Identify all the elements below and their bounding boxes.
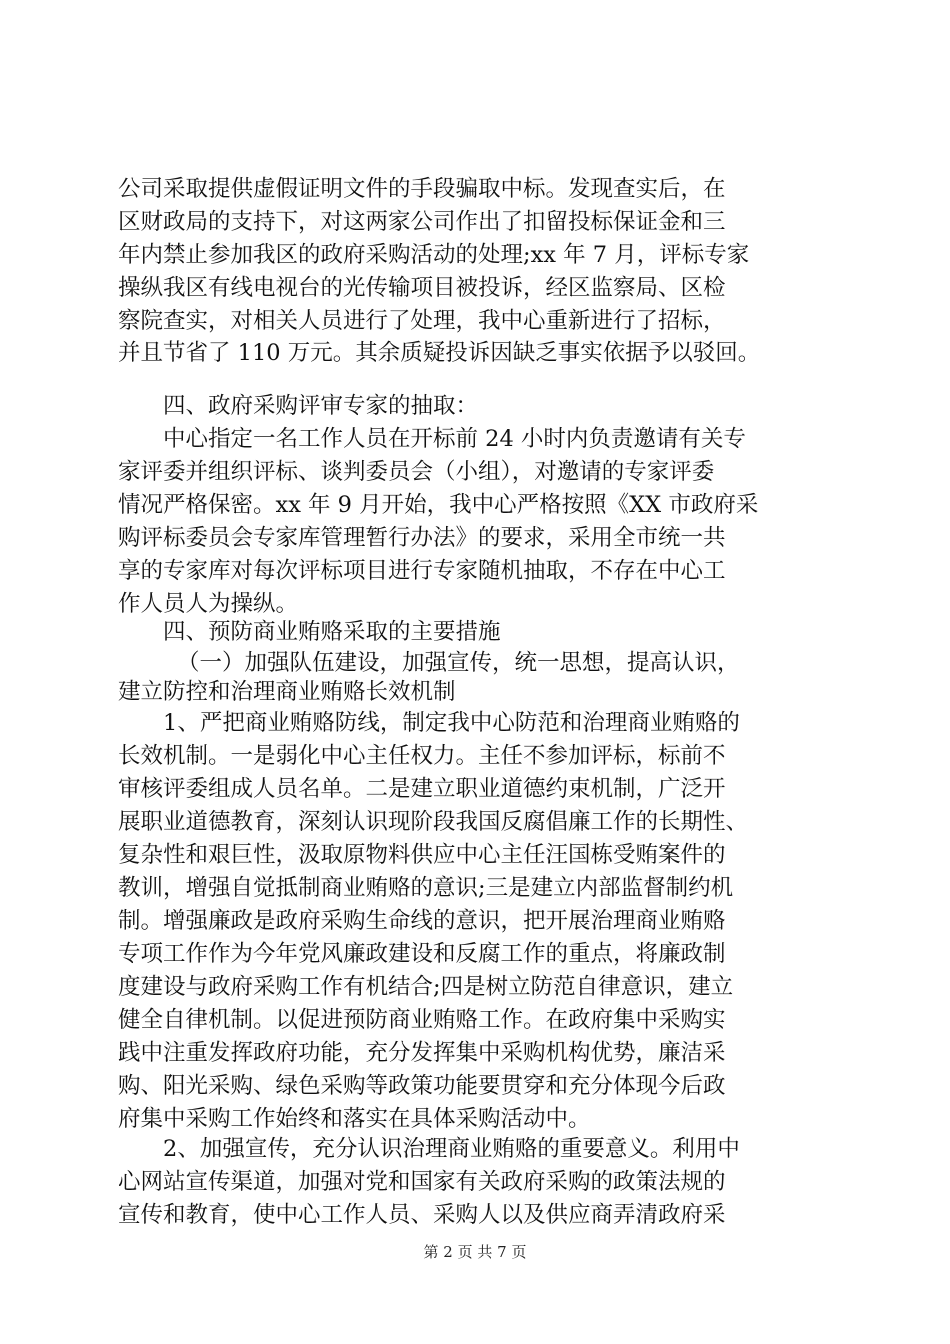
body-text-line: 2、加强宣传，充分认识治理商业贿赂的重要意义。利用中 [163, 1136, 740, 1162]
body-text-line: 专项工作作为今年党风廉政建设和反腐工作的重点，将廉政制 [118, 941, 726, 967]
body-text-line: 制。增强廉政是政府采购生命线的意识，把开展治理商业贿赂 [118, 908, 726, 934]
body-text-line: 教训，增强自觉抵制商业贿赂的意识;三是建立内部监督制约机 [118, 875, 734, 901]
section-heading-expert-selection: 四、政府采购评审专家的抽取： [163, 393, 479, 419]
subsection-heading: （一）加强队伍建设，加强宣传，统一思想，提高认识， [177, 650, 740, 676]
body-text-line: 并且节省了 110 万元。其余质疑投诉因缺乏事实依据予以驳回。 [118, 340, 761, 366]
body-text-line: 复杂性和艰巨性，汲取原物料供应中心主任汪国栋受贿案件的 [118, 842, 726, 868]
section-heading-prevention-measures: 四、预防商业贿赂采取的主要措施 [163, 619, 501, 645]
body-text-line: 情况严格保密。xx 年 9 月开始，我中心严格按照《XX 市政府采 [118, 492, 759, 518]
body-text-line: 审核评委组成人员名单。二是建立职业道德约束机制，广泛开 [118, 776, 726, 802]
body-text-line: 府集中采购工作始终和落实在具体采购活动中。 [118, 1106, 591, 1132]
body-text-line: 年内禁止参加我区的政府采购活动的处理;xx 年 7 月，评标专家 [118, 242, 750, 268]
body-text-line: 度建设与政府采购工作有机结合;四是树立防范自律意识，建立 [118, 974, 734, 1000]
body-text-line: 购评标委员会专家库管理暂行办法》的要求，采用全市统一共 [118, 525, 726, 551]
body-text-line: 展职业道德教育，深刻认识现阶段我国反腐倡廉工作的长期性、 [118, 809, 749, 835]
body-text-line: 操纵我区有线电视台的光传输项目被投诉，经区监察局、区检 [118, 275, 726, 301]
body-text-line: 区财政局的支持下，对这两家公司作出了扣留投标保证金和三 [118, 209, 726, 235]
body-text-line: 购、阳光采购、绿色采购等政策功能要贯穿和充分体现今后政 [118, 1073, 726, 1099]
body-text-line: 1、严把商业贿赂防线，制定我中心防范和治理商业贿赂的 [163, 710, 740, 736]
page-number-footer: 第 2 页 共 7 页 [423, 1243, 527, 1261]
body-text-line: 中心指定一名工作人员在开标前 24 小时内负责邀请有关专 [163, 426, 746, 452]
body-text-line: 察院查实，对相关人员进行了处理，我中心重新进行了招标， [118, 308, 726, 334]
body-text-line: 长效机制。一是弱化中心主任权力。主任不参加评标，标前不 [118, 743, 726, 769]
body-text-line: 公司采取提供虚假证明文件的手段骗取中标。发现查实后，在 [118, 176, 726, 202]
body-text-line: 享的专家库对每次评标项目进行专家随机抽取，不存在中心工 [118, 558, 726, 584]
subsection-heading-continued: 建立防控和治理商业贿赂长效机制 [118, 679, 456, 705]
body-text-line: 宣传和教育，使中心工作人员、采购人以及供应商弄清政府采 [118, 1202, 726, 1228]
body-text-line: 家评委并组织评标、谈判委员会（小组），对邀请的专家评委 [118, 459, 715, 485]
body-text-line: 践中注重发挥政府功能，充分发挥集中采购机构优势，廉洁采 [118, 1040, 726, 1066]
body-text-line: 健全自律机制。以促进预防商业贿赂工作。在政府集中采购实 [118, 1007, 726, 1033]
body-text-line: 作人员人为操纵。 [118, 591, 299, 617]
body-text-line: 心网站宣传渠道，加强对党和国家有关政府采购的政策法规的 [118, 1169, 726, 1195]
